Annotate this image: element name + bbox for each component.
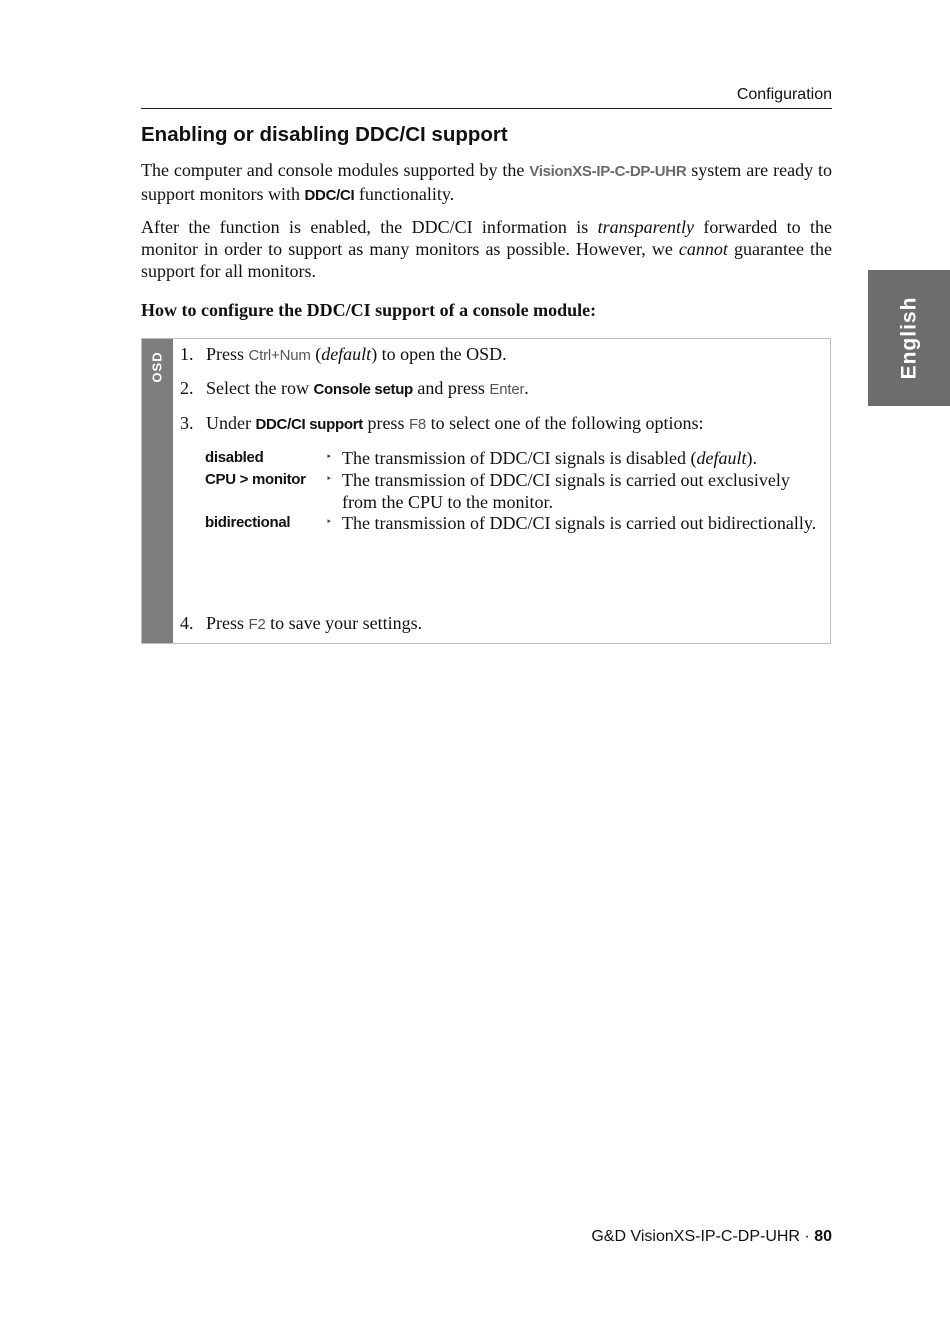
- step-text: Press: [206, 344, 249, 364]
- intro-text: forwarded to the monitor in order to support as many monitors as possible. However, we: [141, 217, 832, 259]
- osd-label: OSD: [149, 351, 165, 383]
- intro-text: system are ready to support monitors with: [141, 160, 832, 204]
- option-arrow-icon: ‣: [326, 517, 332, 528]
- step-number: 2.: [180, 378, 194, 398]
- option-desc-text: The transmission of DDC/CI signals is disabled (: [342, 448, 697, 468]
- option-arrow-icon: ‣: [326, 452, 332, 463]
- language-tab-label: English: [897, 296, 920, 380]
- step-text: and press: [412, 378, 490, 398]
- step-2: [180, 377, 529, 401]
- option-name: CPU > monitor: [205, 471, 306, 488]
- footer-product: G&D VisionXS-IP-C-DP-UHR ·: [591, 1228, 815, 1245]
- option-desc-text: The transmission of DDC/CI signals is carried out exclusively from the CPU to the monitor.: [342, 470, 790, 512]
- menu-console-setup: Console setup: [313, 381, 413, 398]
- key-f2: F2: [248, 616, 266, 633]
- step-4: [180, 612, 422, 636]
- howto-heading: How to configure the DDC/CI support of a console module:: [141, 300, 597, 320]
- intro-paragraph-2: [141, 216, 832, 282]
- emphasis-cannot: cannot: [678, 239, 728, 259]
- language-tab: [868, 270, 950, 406]
- key-enter: Enter: [489, 381, 525, 398]
- intro-text: After the function is enabled, the DDC/CI information is: [141, 217, 598, 237]
- step-text: to select one of the following options:: [426, 413, 704, 433]
- key-f8: F8: [408, 416, 427, 433]
- option-desc-text: The transmission of DDC/CI signals is carried out bidirectionally.: [342, 513, 817, 533]
- option-name: bidirectional: [205, 514, 291, 531]
- option-description: [342, 512, 822, 534]
- page-number: 80: [814, 1228, 832, 1245]
- step-1: [180, 343, 507, 367]
- product-name: VisionXS-IP-C-DP-UHR: [529, 163, 687, 180]
- intro-text: guarantee the support for all monitors.: [141, 239, 832, 281]
- page-footer: [591, 1228, 832, 1246]
- option-desc-text: ).: [746, 448, 757, 468]
- option-description: [342, 469, 822, 513]
- key-ctrl-num: Ctrl+Num: [248, 347, 311, 364]
- step-text: ) to open the OSD.: [371, 344, 507, 364]
- running-header: [141, 86, 832, 109]
- option-description: [342, 447, 822, 469]
- osd-instruction-box: [141, 338, 831, 644]
- step-text: .: [524, 378, 529, 398]
- emphasis-default: default: [321, 344, 372, 364]
- step-text: to save your settings.: [265, 613, 423, 633]
- emphasis-default: default: [696, 448, 747, 468]
- step-text: Select the row: [206, 378, 314, 398]
- step-text: press: [362, 413, 409, 433]
- intro-text: functionality.: [354, 184, 455, 204]
- step-3: [180, 412, 704, 436]
- option-name: disabled: [205, 449, 264, 466]
- option-arrow-icon: ‣: [326, 474, 332, 485]
- step-number: 1.: [180, 344, 194, 364]
- section-title: Enabling or disabling DDC/CI support: [141, 123, 508, 146]
- step-text: Under: [206, 413, 256, 433]
- intro-text: The computer and console modules supported by the: [141, 160, 530, 180]
- emphasis-transparently: transparently: [597, 217, 694, 237]
- header-section: Configuration: [736, 86, 832, 103]
- step-number: 3.: [180, 413, 194, 433]
- step-number: 4.: [180, 613, 194, 633]
- step-text: (: [310, 344, 322, 364]
- menu-ddc-ci-support: DDC/CI support: [255, 416, 363, 433]
- step-text: Press: [206, 613, 249, 633]
- ddc-term: DDC/CI: [304, 187, 355, 204]
- intro-paragraph-1: [141, 159, 832, 207]
- osd-strip: [142, 339, 173, 643]
